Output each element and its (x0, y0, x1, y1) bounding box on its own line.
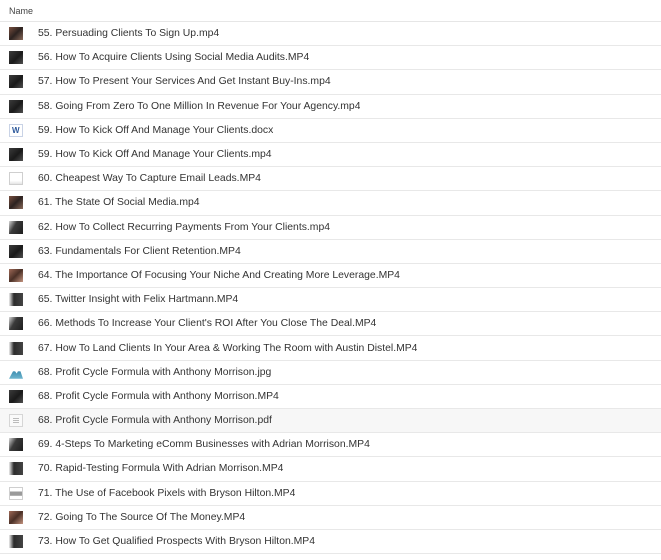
video-thumbnail-icon (9, 196, 23, 209)
video-thumbnail-icon (9, 51, 23, 64)
file-row[interactable] (0, 264, 661, 288)
file-row[interactable] (0, 70, 661, 94)
file-row[interactable] (0, 288, 661, 312)
file-name: 58. Going From Zero To One Million In Revenue For Your Agency.mp4 (38, 100, 361, 112)
video-thumbnail-icon (9, 462, 23, 475)
file-name: 70. Rapid-Testing Formula With Adrian Morrison.MP4 (38, 463, 284, 475)
video-thumbnail-icon (9, 511, 23, 524)
file-row[interactable] (0, 336, 661, 360)
file-row[interactable] (0, 433, 661, 457)
file-name: 55. Persuading Clients To Sign Up.mp4 (38, 28, 220, 40)
image-thumbnail-icon (9, 366, 23, 379)
video-thumbnail-icon (9, 317, 23, 330)
file-name: 61. The State Of Social Media.mp4 (38, 197, 200, 209)
file-name: 60. Cheapest Way To Capture Email Leads.MP4 (38, 173, 261, 185)
file-row[interactable] (0, 191, 661, 215)
file-row[interactable] (0, 361, 661, 385)
file-row[interactable] (0, 167, 661, 191)
file-row[interactable] (0, 95, 661, 119)
video-thumbnail-icon (9, 221, 23, 234)
file-name: 68. Profit Cycle Formula with Anthony Morrison.MP4 (38, 390, 279, 402)
file-name: 63. Fundamentals For Client Retention.MP4 (38, 245, 241, 257)
file-name: 72. Going To The Source Of The Money.MP4 (38, 511, 246, 523)
file-row[interactable] (0, 46, 661, 70)
file-name: 64. The Importance Of Focusing Your Niche And Creating More Leverage.MP4 (38, 269, 400, 281)
video-thumbnail-icon (9, 245, 23, 258)
file-name: 62. How To Collect Recurring Payments From Your Clients.mp4 (38, 221, 331, 233)
file-name: 73. How To Get Qualified Prospects With Bryson Hilton.MP4 (38, 536, 316, 548)
word-document-icon: W (9, 124, 23, 137)
file-name: 59. How To Kick Off And Manage Your Clients.mp4 (38, 149, 272, 161)
file-name: 71. The Use of Facebook Pixels with Bryson Hilton.MP4 (38, 487, 296, 499)
video-thumbnail-icon (9, 75, 23, 88)
file-row[interactable] (0, 119, 661, 143)
file-row[interactable] (0, 409, 661, 433)
video-thumbnail-icon (9, 487, 23, 500)
video-thumbnail-icon (9, 342, 23, 355)
file-name: 68. Profit Cycle Formula with Anthony Morrison.jpg (38, 366, 272, 378)
file-row[interactable] (0, 457, 661, 481)
file-name: 59. How To Kick Off And Manage Your Clients.docx (38, 124, 274, 136)
video-thumbnail-icon (9, 293, 23, 306)
file-name: 66. Methods To Increase Your Client's ROI After You Close The Deal.MP4 (38, 318, 377, 330)
file-name: 69. 4-Steps To Marketing eComm Businesses with Adrian Morrison.MP4 (38, 439, 370, 451)
video-thumbnail-icon (9, 269, 23, 282)
video-thumbnail-icon (9, 148, 23, 161)
file-name: 68. Profit Cycle Formula with Anthony Morrison.pdf (38, 415, 272, 427)
video-thumbnail-icon (9, 27, 23, 40)
video-thumbnail-icon (9, 535, 23, 548)
file-row[interactable] (0, 143, 661, 167)
file-rows (0, 22, 661, 554)
video-thumbnail-icon (9, 390, 23, 403)
file-name: 67. How To Land Clients In Your Area & Working The Room with Austin Distel.MP4 (38, 342, 418, 354)
video-thumbnail-icon (9, 438, 23, 451)
file-name: 65. Twitter Insight with Felix Hartmann.MP4 (38, 294, 239, 306)
name-column-header[interactable]: Name (0, 0, 661, 22)
file-row[interactable] (0, 240, 661, 264)
file-row[interactable] (0, 530, 661, 554)
video-thumbnail-icon (9, 172, 23, 185)
file-name: 56. How To Acquire Clients Using Social Media Audits.MP4 (38, 52, 310, 64)
file-row[interactable] (0, 22, 661, 46)
file-row[interactable] (0, 385, 661, 409)
video-thumbnail-icon (9, 100, 23, 113)
file-row[interactable] (0, 506, 661, 530)
file-row[interactable] (0, 216, 661, 240)
file-row[interactable] (0, 482, 661, 506)
pdf-document-icon (9, 414, 23, 427)
file-name: 57. How To Present Your Services And Get Instant Buy-Ins.mp4 (38, 76, 331, 88)
file-row[interactable] (0, 312, 661, 336)
